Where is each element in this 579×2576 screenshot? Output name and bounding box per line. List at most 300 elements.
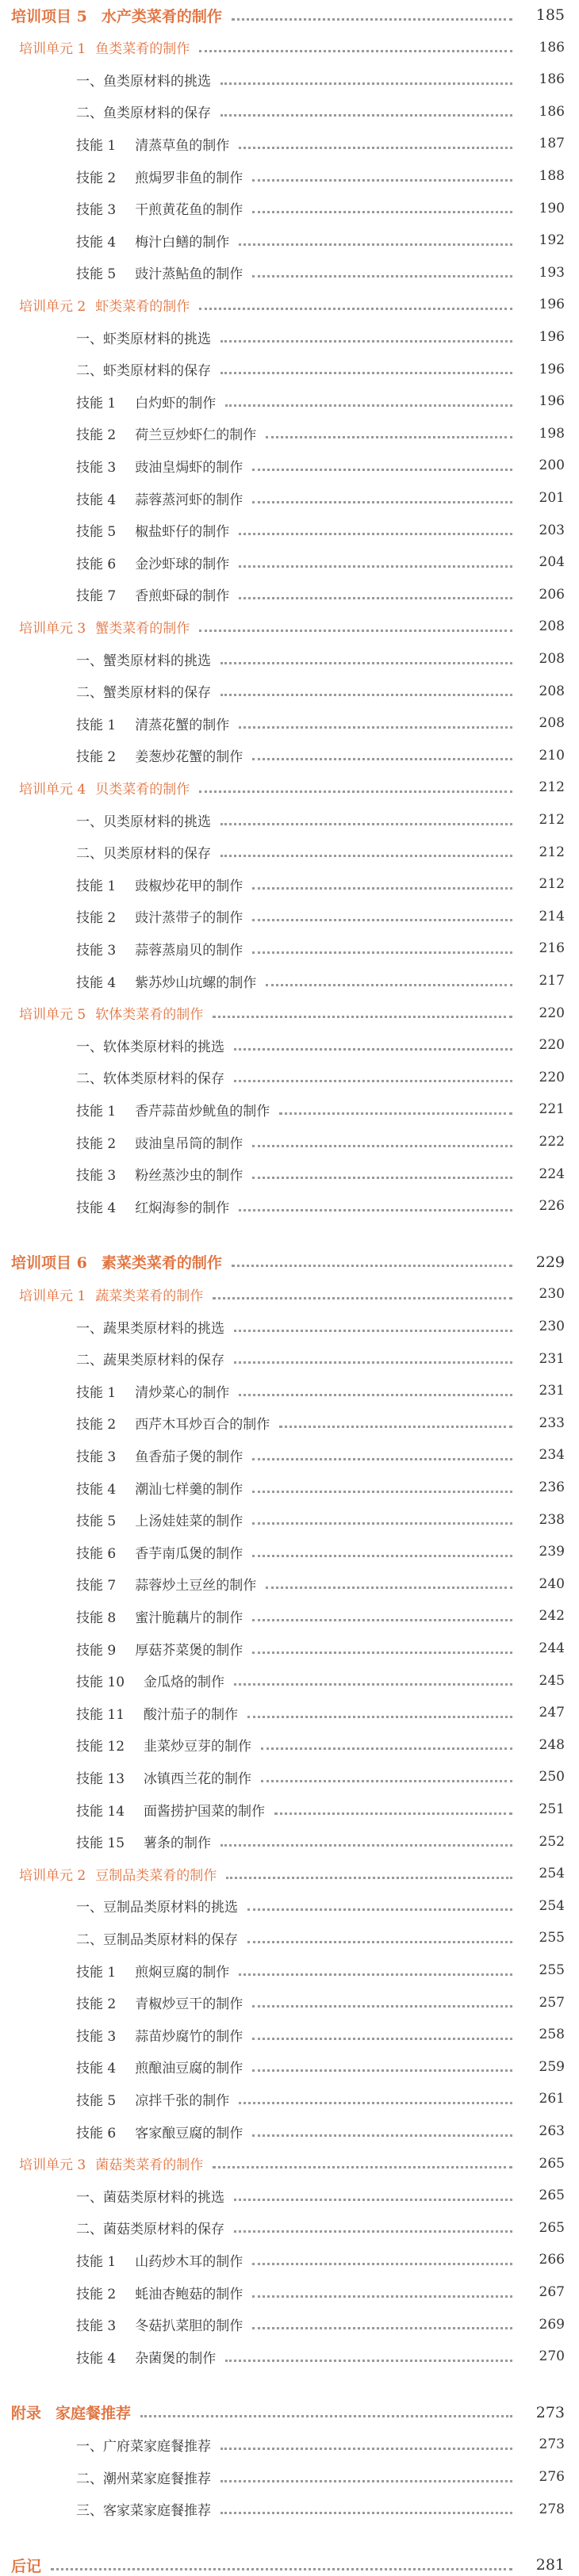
- dot-leader: [199, 790, 512, 793]
- toc-subitem[interactable]: [0, 2499, 579, 2520]
- toc-entry-label: 技能 2: [76, 1417, 117, 1433]
- toc-page-number: 190: [539, 200, 565, 216]
- toc-skill[interactable]: [0, 455, 579, 476]
- toc-skill[interactable]: [0, 423, 579, 444]
- toc-page-number: 258: [539, 2027, 565, 2043]
- toc-entry-heading: [0, 1003, 203, 1023]
- toc-entry-title: 椒盐虾仔的制作: [135, 524, 230, 541]
- toc-page-number: 250: [539, 1769, 565, 1786]
- dot-leader: [274, 1812, 512, 1815]
- toc-entry-title: 虾类菜肴的制作: [95, 298, 190, 315]
- toc-entry-title: 蚝油杏鲍菇的制作: [135, 2286, 243, 2302]
- toc-entry-heading: [0, 231, 229, 251]
- toc-skill[interactable]: [0, 906, 579, 927]
- toc-subitem[interactable]: [0, 1927, 579, 1948]
- toc-entry-heading: [0, 359, 211, 379]
- toc-entry-heading: [0, 2186, 224, 2206]
- toc-skill[interactable]: [0, 1606, 579, 1626]
- dot-leader: [220, 114, 512, 117]
- toc-unit[interactable]: [0, 1863, 579, 1884]
- dot-leader: [252, 2005, 512, 2008]
- toc-entry-title: 客家酿豆腐的制作: [135, 2125, 243, 2142]
- toc-skill[interactable]: [0, 1164, 579, 1185]
- toc-entry-title: 紫苏炒山坑螺的制作: [135, 974, 257, 991]
- toc-page-number: 238: [539, 1511, 565, 1528]
- toc-entry-heading: [0, 906, 243, 926]
- toc-skill[interactable]: [0, 970, 579, 991]
- dot-leader: [220, 372, 512, 374]
- toc-entry-label: 技能 7: [76, 588, 117, 605]
- toc-entry-heading: [0, 1317, 224, 1337]
- dot-leader: [252, 1145, 512, 1147]
- toc-page-number: 245: [539, 1672, 565, 1689]
- toc-entry-title: 一、蟹类原材料的挑选: [76, 653, 211, 669]
- toc-entry-heading: [0, 1961, 229, 1981]
- dot-leader: [252, 501, 512, 503]
- toc-entry-heading: [0, 295, 190, 315]
- toc-entry-label: 技能 1: [76, 137, 117, 154]
- toc-entry-heading: [0, 553, 229, 572]
- dot-leader: [140, 2415, 512, 2417]
- dot-leader: [239, 565, 512, 568]
- toc-subitem[interactable]: [0, 359, 579, 380]
- toc-entry-heading: [0, 1510, 243, 1529]
- toc-entry-title: 豉汁蒸带子的制作: [135, 910, 243, 927]
- toc-skill[interactable]: [0, 2346, 579, 2367]
- toc-entry-heading: [0, 875, 243, 894]
- toc-entry-heading: [0, 1671, 224, 1690]
- toc-skill[interactable]: [0, 1445, 579, 1465]
- toc-entry-heading: [0, 37, 190, 57]
- toc-entry-heading: [0, 1800, 265, 1820]
- dot-leader: [234, 1048, 512, 1051]
- dot-leader: [51, 2568, 512, 2570]
- toc-page-number: 208: [539, 618, 565, 635]
- toc-skill[interactable]: [0, 488, 579, 508]
- toc-page-number: 248: [539, 1736, 565, 1753]
- toc-unit[interactable]: [0, 1284, 579, 1304]
- toc-entry-title: 西芹木耳炒百合的制作: [135, 1417, 270, 1433]
- dot-leader: [225, 404, 512, 407]
- toc-skill[interactable]: [0, 584, 579, 605]
- toc-entry-heading: [0, 1381, 229, 1401]
- toc-page-number: 188: [539, 168, 565, 184]
- toc-entry-title: 一、软体类原材料的挑选: [76, 1039, 224, 1055]
- toc-entry-label: 技能 4: [76, 492, 117, 508]
- toc-skill[interactable]: [0, 2249, 579, 2270]
- toc-entry-title: 二、潮州菜家庭餐推荐: [76, 2471, 211, 2487]
- toc-entry-label: 技能 15: [76, 1835, 125, 1852]
- toc-page-number: 267: [539, 2284, 565, 2300]
- toc-page-number: 224: [539, 1166, 565, 1182]
- toc-entry-title: 面酱捞护国菜的制作: [144, 1803, 266, 1820]
- toc-entry-title: 蒜蓉蒸扇贝的制作: [135, 942, 243, 959]
- toc-skill[interactable]: [0, 1541, 579, 1562]
- toc-page-number: 212: [539, 876, 565, 893]
- toc-entry-heading: [0, 2314, 243, 2334]
- dot-leader: [252, 469, 512, 471]
- toc-entry-title: 三、客家菜家庭餐推荐: [76, 2503, 211, 2520]
- toc-skill[interactable]: [0, 520, 579, 541]
- toc-entry-title: 豉油皇焗虾的制作: [135, 459, 243, 476]
- toc-entry-title: 蒜蓉蒸河虾的制作: [135, 492, 243, 508]
- toc-subitem[interactable]: [0, 1035, 579, 1055]
- toc-entry-title: 二、豆制品类原材料的保存: [76, 1931, 238, 1948]
- toc-subitem[interactable]: [0, 101, 579, 122]
- toc-entry-title: 一、蔬果类原材料的挑选: [76, 1320, 224, 1337]
- toc-entry-heading: [0, 2122, 243, 2142]
- toc-entry-title: 香芋南瓜煲的制作: [135, 1545, 243, 1562]
- toc-entry-title: 香煎虾碌的制作: [135, 588, 230, 605]
- toc-skill[interactable]: [0, 1992, 579, 2013]
- toc-unit[interactable]: [0, 37, 579, 58]
- dot-leader: [252, 2327, 512, 2329]
- toc-entry-heading: [0, 520, 229, 540]
- toc-section[interactable]: [0, 2402, 579, 2423]
- toc-page-number: 230: [539, 1319, 565, 1334]
- toc-subitem[interactable]: [0, 2467, 579, 2487]
- toc-skill[interactable]: [0, 1735, 579, 1755]
- toc-page-number: 226: [539, 1198, 565, 1215]
- toc-subitem[interactable]: [0, 1316, 579, 1337]
- toc-page-number: 208: [539, 683, 565, 699]
- dot-leader: [266, 436, 512, 438]
- toc-entry-title: 清蒸花蟹的制作: [135, 717, 230, 733]
- toc-subitem[interactable]: [0, 1067, 579, 1088]
- dot-leader: [252, 1652, 512, 1654]
- toc-entry-label: 技能 9: [76, 1642, 117, 1659]
- toc-entry-title: 煎焗罗非鱼的制作: [135, 170, 243, 186]
- toc-page-number: 201: [539, 490, 565, 506]
- toc-skill[interactable]: [0, 1131, 579, 1152]
- dot-leader: [279, 1112, 512, 1115]
- dot-leader: [252, 2069, 512, 2072]
- toc-entry-heading: [0, 681, 211, 701]
- dot-leader: [252, 211, 512, 213]
- dot-leader: [220, 662, 512, 664]
- toc-entry-title: 金瓜烙的制作: [144, 1675, 225, 1691]
- toc-unit[interactable]: [0, 777, 579, 798]
- toc-entry-label: 技能 6: [76, 2125, 117, 2142]
- toc-skill[interactable]: [0, 1766, 579, 1787]
- toc-entry-title: 冰镇西兰花的制作: [144, 1770, 252, 1787]
- toc-subitem[interactable]: [0, 2185, 579, 2206]
- toc-entry-heading: [0, 1703, 238, 1723]
- toc-page-number: 263: [539, 2123, 565, 2139]
- toc-entry-title: 二、菌菇类原材料的保存: [76, 2222, 224, 2238]
- toc-entry-label: 技能 1: [76, 717, 117, 733]
- toc-entry-label: 技能 11: [76, 1706, 125, 1723]
- toc-entry-heading: [0, 1349, 224, 1368]
- toc-subitem[interactable]: [0, 649, 579, 669]
- toc-skill[interactable]: [0, 2088, 579, 2109]
- toc-entry-label: 技能 3: [76, 1449, 117, 1465]
- toc-entry-heading: [0, 1035, 224, 1055]
- toc-page-number: 259: [539, 2058, 565, 2075]
- toc-subitem[interactable]: [0, 2218, 579, 2238]
- toc-entry-label: 技能 1: [76, 878, 117, 894]
- toc-section[interactable]: [0, 2555, 579, 2575]
- dot-leader: [225, 2360, 512, 2362]
- toc-page-number: 236: [539, 1479, 565, 1495]
- toc-entry-label: 培训项目 5: [11, 7, 87, 25]
- toc-entry-heading: [0, 1251, 222, 1273]
- toc-page-number: 254: [539, 1897, 565, 1914]
- toc-entry-label: 技能 2: [76, 749, 117, 766]
- toc-page-number: 196: [539, 393, 565, 410]
- toc-entry-label: 培训单元 5: [19, 1007, 86, 1024]
- toc-entry-title: 一、贝类原材料的挑选: [76, 813, 211, 830]
- toc-entry-heading: [0, 327, 211, 347]
- toc-entry-title: 二、蟹类原材料的保存: [76, 685, 211, 702]
- toc-entry-label: 技能 1: [76, 2253, 117, 2270]
- toc-entry-heading: [0, 2435, 211, 2455]
- toc-skill[interactable]: [0, 745, 579, 766]
- toc-entry-label: 技能 5: [76, 524, 117, 541]
- toc-page-number: 265: [539, 2219, 565, 2236]
- toc-entry-label: 技能 2: [76, 1135, 117, 1152]
- toc-page-number: 234: [539, 1447, 565, 1464]
- toc-entry-heading: [0, 1196, 229, 1216]
- toc-skill[interactable]: [0, 1960, 579, 1981]
- toc-entry-label: 技能 2: [76, 910, 117, 927]
- toc-entry-title: 一、豆制品类原材料的挑选: [76, 1900, 238, 1916]
- toc-page-number: 221: [539, 1101, 565, 1118]
- toc-entry-title: 二、虾类原材料的保存: [76, 363, 211, 380]
- toc-entry-heading: [0, 167, 243, 186]
- toc-entry-heading: [0, 101, 211, 121]
- toc-entry-label: 技能 5: [76, 266, 117, 283]
- toc-entry-label: 技能 6: [76, 556, 117, 572]
- toc-subitem[interactable]: [0, 1896, 579, 1916]
- dot-leader: [239, 597, 512, 599]
- toc-skill[interactable]: [0, 262, 579, 283]
- toc-subitem[interactable]: [0, 681, 579, 702]
- toc-entry-heading: [0, 2467, 211, 2487]
- toc-subitem[interactable]: [0, 69, 579, 90]
- toc-entry-title: 清蒸草鱼的制作: [135, 137, 230, 154]
- toc-entry-label: 技能 4: [76, 2350, 117, 2367]
- toc-entry-label: 技能 13: [76, 1770, 125, 1787]
- toc-skill[interactable]: [0, 1510, 579, 1530]
- toc-page-number: 212: [539, 779, 565, 796]
- dot-leader: [266, 984, 512, 986]
- toc-entry-label: 培训单元 1: [19, 1288, 86, 1304]
- toc-entry-title: 豆制品类菜肴的制作: [95, 1867, 217, 1884]
- toc-entry-label: 技能 1: [76, 395, 117, 411]
- toc-entry-heading: [0, 423, 256, 443]
- toc-page-number: 255: [539, 1962, 565, 1978]
- toc-entry-heading: [0, 714, 229, 733]
- toc-page-number: 281: [535, 2556, 565, 2574]
- toc-entry-label: 技能 12: [76, 1739, 125, 1755]
- toc-page-number: 220: [539, 1005, 565, 1021]
- toc-entry-label: 技能 4: [76, 234, 117, 251]
- toc-entry-title: 二、软体类原材料的保存: [76, 1071, 224, 1088]
- toc-entry-title: 酸汁茄子的制作: [144, 1706, 239, 1723]
- toc-entry-label: 技能 3: [76, 2318, 117, 2335]
- toc-page-number: 204: [539, 554, 565, 571]
- toc-entry-heading: [0, 778, 190, 798]
- toc-page-number: 222: [539, 1134, 565, 1150]
- dot-leader: [239, 2102, 512, 2104]
- toc-entry-label: 培训项目 6: [11, 1254, 87, 1273]
- dot-leader: [279, 1426, 512, 1428]
- toc-skill[interactable]: [0, 2024, 579, 2045]
- toc-entry-label: 培训单元 1: [19, 41, 86, 58]
- toc-skill[interactable]: [0, 133, 579, 154]
- dot-leader: [220, 2480, 512, 2482]
- toc-unit[interactable]: [0, 616, 579, 637]
- dot-leader: [213, 2166, 512, 2168]
- toc-entry-heading: [0, 1542, 243, 1562]
- toc-skill[interactable]: [0, 1832, 579, 1852]
- toc-page-number: 198: [539, 425, 565, 442]
- toc-section[interactable]: [0, 1252, 579, 1273]
- toc-entry-heading: [0, 649, 211, 669]
- dot-leader: [220, 823, 512, 825]
- toc-section[interactable]: [0, 5, 579, 25]
- toc-skill[interactable]: [0, 1574, 579, 1594]
- toc-entry-label: 技能 3: [76, 459, 117, 476]
- toc-entry-heading: [0, 2218, 224, 2237]
- toc-entry-heading: [0, 2347, 216, 2367]
- dot-leader: [234, 1683, 512, 1686]
- toc-page-number: 247: [539, 1705, 565, 1721]
- toc-skill[interactable]: [0, 2121, 579, 2142]
- dot-leader: [239, 243, 512, 246]
- dot-leader: [213, 1297, 512, 1299]
- toc-page-number: 269: [539, 2316, 565, 2333]
- toc-skill[interactable]: [0, 713, 579, 733]
- dot-leader: [232, 1265, 512, 1267]
- dot-leader: [247, 1908, 512, 1911]
- toc-skill[interactable]: [0, 1671, 579, 1691]
- dot-leader: [252, 2263, 512, 2265]
- dot-leader: [226, 1877, 512, 1879]
- toc-page-number: 239: [539, 1544, 565, 1560]
- toc-subitem[interactable]: [0, 1349, 579, 1369]
- toc-entry-heading: [0, 971, 256, 991]
- toc-page-number: 278: [539, 2501, 565, 2517]
- toc-skill[interactable]: [0, 1638, 579, 1659]
- dot-leader: [252, 1491, 512, 1493]
- toc-entry-title: 蒜苗炒腐竹的制作: [135, 2028, 243, 2045]
- toc-entry-title: 贝类菜肴的制作: [95, 781, 190, 798]
- toc-subitem[interactable]: [0, 810, 579, 830]
- toc-page-number: 217: [539, 973, 565, 989]
- toc-page-number: 206: [539, 586, 565, 603]
- toc-entry-heading: [0, 1100, 270, 1120]
- dot-leader: [199, 50, 512, 52]
- dot-leader: [220, 694, 512, 696]
- toc-skill[interactable]: [0, 2314, 579, 2335]
- toc-page-number: 273: [535, 2403, 565, 2421]
- toc-entry-heading: [0, 5, 222, 26]
- toc-skill[interactable]: [0, 874, 579, 894]
- toc-entry-heading: [0, 842, 211, 862]
- toc-skill[interactable]: [0, 1380, 579, 1401]
- toc-unit[interactable]: [0, 294, 579, 315]
- toc-entry-heading: [0, 2499, 211, 2519]
- toc-page-number: 270: [539, 2348, 565, 2365]
- toc-page-number: 231: [539, 1383, 565, 1399]
- toc-page-number: 220: [539, 1037, 565, 1054]
- toc-entry-title: 红焖海参的制作: [135, 1200, 230, 1216]
- toc-page-number: 230: [539, 1286, 565, 1303]
- toc-entry-title: 二、贝类原材料的保存: [76, 846, 211, 863]
- toc-skill[interactable]: [0, 198, 579, 219]
- toc-page-number: 212: [539, 812, 565, 828]
- toc-entry-label: 培训单元 4: [19, 781, 86, 798]
- dot-leader: [213, 1016, 512, 1018]
- toc-entry-title: 蟹类菜肴的制作: [95, 620, 190, 637]
- toc-skill[interactable]: [0, 2057, 579, 2077]
- toc-page-number: 265: [539, 2187, 565, 2204]
- toc-subitem[interactable]: [0, 842, 579, 863]
- toc-entry-heading: [0, 1896, 238, 1916]
- toc-page-number: 187: [539, 136, 565, 152]
- toc-skill[interactable]: [0, 1413, 579, 1433]
- toc-skill[interactable]: [0, 1477, 579, 1498]
- toc-entry-title: 荷兰豆炒虾仁的制作: [135, 427, 257, 444]
- dot-leader: [252, 887, 512, 890]
- dot-leader: [199, 630, 512, 632]
- toc-entry-title: 煎焖豆腐的制作: [135, 1964, 230, 1981]
- toc-entry-label: 技能 2: [76, 427, 117, 444]
- toc-subitem[interactable]: [0, 2434, 579, 2455]
- toc-page-number: 186: [539, 39, 565, 56]
- toc-skill[interactable]: [0, 1702, 579, 1723]
- toc-entry-title: 豉椒炒花甲的制作: [135, 878, 243, 894]
- toc-page-number: 233: [539, 1414, 565, 1431]
- toc-skill[interactable]: [0, 1196, 579, 1216]
- toc-entry-label: 技能 4: [76, 1200, 117, 1216]
- toc-entry-label: 培训单元 2: [19, 1867, 86, 1884]
- dot-leader: [220, 1844, 512, 1847]
- toc-entry-heading: [0, 134, 229, 154]
- toc-skill[interactable]: [0, 1099, 579, 1120]
- toc-entry-title: 梅汁白鳝的制作: [135, 234, 230, 251]
- toc-skill[interactable]: [0, 391, 579, 411]
- dot-leader: [220, 340, 512, 343]
- toc-page-number: 216: [539, 940, 565, 957]
- toc-entry-heading: [0, 456, 243, 476]
- dot-leader: [252, 919, 512, 921]
- toc-entry-heading: [0, 1067, 224, 1087]
- toc-skill[interactable]: [0, 938, 579, 959]
- dot-leader: [252, 1522, 512, 1525]
- toc-entry-title: 一、鱼类原材料的挑选: [76, 73, 211, 90]
- toc-page-number: 251: [539, 1801, 565, 1817]
- toc-entry-heading: [0, 392, 216, 411]
- toc-subitem[interactable]: [0, 327, 579, 347]
- dot-leader: [252, 1555, 512, 1557]
- toc-skill[interactable]: [0, 230, 579, 251]
- toc-skill[interactable]: [0, 552, 579, 572]
- dot-leader: [234, 2230, 512, 2233]
- toc-skill[interactable]: [0, 166, 579, 186]
- toc-unit[interactable]: [0, 1003, 579, 1024]
- toc-entry-title: 水产类菜肴的制作: [101, 7, 222, 25]
- toc-entry-label: 技能 4: [76, 974, 117, 991]
- toc-unit[interactable]: [0, 2153, 579, 2174]
- dot-leader: [199, 308, 512, 310]
- toc-skill[interactable]: [0, 1799, 579, 1820]
- dot-leader: [247, 1941, 512, 1943]
- toc-page-number: 203: [539, 522, 565, 538]
- toc-skill[interactable]: [0, 2282, 579, 2302]
